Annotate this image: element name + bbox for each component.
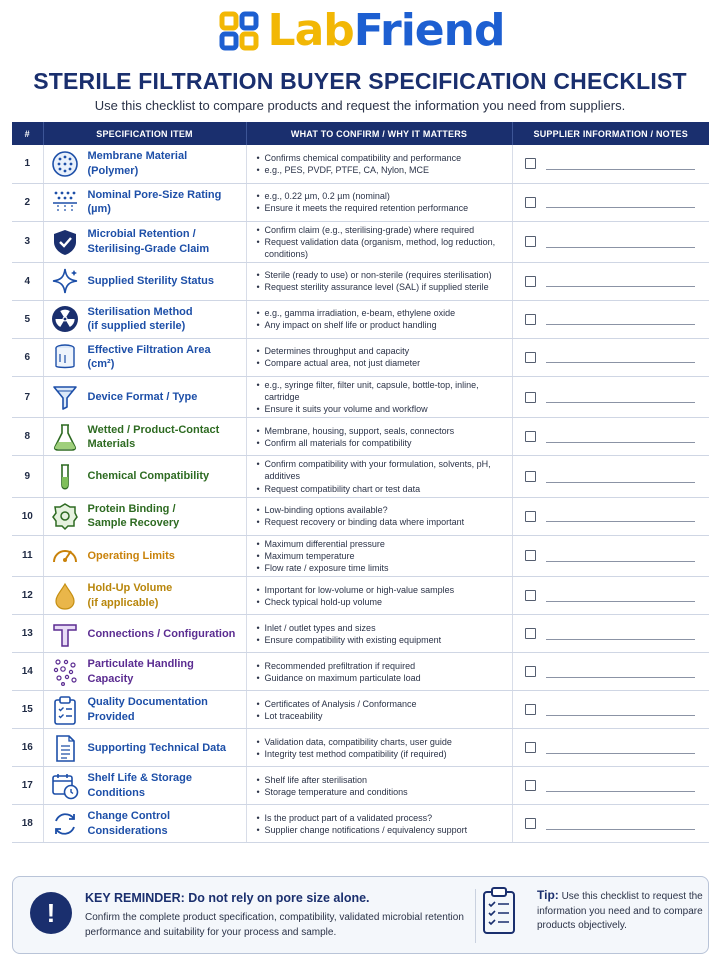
requirement-point: • Certificates of Analysis / Conformance xyxy=(257,698,506,710)
requirement-point: • e.g., syringe filter, filter unit, capsule, bottle-top, inline, cartridge xyxy=(257,379,506,403)
supplier-notes-cell xyxy=(512,497,709,535)
notes-write-line[interactable] xyxy=(546,590,696,602)
requirement-point: • e.g., gamma irradiation, e-beam, ethylene oxide xyxy=(257,307,506,319)
row-checkbox[interactable] xyxy=(525,471,536,482)
row-number: 4 xyxy=(12,262,43,300)
notes-write-line[interactable] xyxy=(546,236,696,248)
requirement-point: • Ensure compatibility with existing equipment xyxy=(257,634,506,646)
what-to-confirm xyxy=(246,338,512,376)
notes-write-line[interactable] xyxy=(546,471,696,483)
checklist-clipboard-icon xyxy=(479,885,519,937)
radiation-icon xyxy=(50,304,80,334)
particles-icon xyxy=(50,657,80,687)
row-number: 1 xyxy=(12,145,43,183)
specification-item xyxy=(43,300,246,338)
sparkle-icon xyxy=(50,266,80,296)
table-row xyxy=(12,221,709,262)
requirement-point: • Request compatibility chart or test data xyxy=(257,483,506,495)
notes-write-line[interactable] xyxy=(546,818,696,830)
column-header-notes: SUPPLIER INFORMATION / NOTES xyxy=(512,122,709,145)
row-checkbox[interactable] xyxy=(525,158,536,169)
reminder-body: Confirm the complete product specification, compatibility, validated microbial retention performance and suitability for your process and sample. xyxy=(85,912,464,938)
notes-write-line[interactable] xyxy=(546,196,696,208)
row-checkbox[interactable] xyxy=(525,704,536,715)
what-to-confirm xyxy=(246,456,512,497)
requirement-point: • Confirm all materials for compatibility xyxy=(257,437,506,449)
specification-item-label: Quality Documentation Provided xyxy=(87,696,208,723)
column-header-number: # xyxy=(12,122,43,145)
row-number: 15 xyxy=(12,691,43,729)
table-row xyxy=(12,577,709,615)
requirement-point: • Maximum differential pressure xyxy=(257,538,506,550)
specification-item-label: Sterilisation Method (if supplied sterile) xyxy=(87,306,193,333)
table-row xyxy=(12,300,709,338)
notes-write-line[interactable] xyxy=(546,431,696,443)
clipboard-icon xyxy=(50,695,80,725)
what-to-confirm xyxy=(246,145,512,183)
requirement-point: • e.g., PES, PVDF, PTFE, CA, Nylon, MCE xyxy=(257,164,506,176)
specification-item xyxy=(43,376,246,417)
specification-item xyxy=(43,418,246,456)
specification-item-label: Nominal Pore-Size Rating (µm) xyxy=(87,188,222,215)
row-number: 11 xyxy=(12,535,43,576)
specification-item-label: Effective Filtration Area (cm²) xyxy=(87,344,211,371)
tip-label: Tip: xyxy=(537,888,559,902)
row-number: 17 xyxy=(12,767,43,805)
table-header-row xyxy=(12,122,709,145)
row-number: 6 xyxy=(12,338,43,376)
specification-checklist-table xyxy=(12,122,709,843)
what-to-confirm xyxy=(246,183,512,221)
row-number: 5 xyxy=(12,300,43,338)
what-to-confirm xyxy=(246,691,512,729)
requirement-point: • Confirm compatibility with your formulation, solvents, pH, additives xyxy=(257,458,506,482)
row-checkbox[interactable] xyxy=(525,590,536,601)
what-to-confirm xyxy=(246,535,512,576)
specification-item-label: Change Control Considerations xyxy=(87,810,170,837)
notes-write-line[interactable] xyxy=(546,704,696,716)
membrane-icon xyxy=(50,149,80,179)
row-checkbox[interactable] xyxy=(525,276,536,287)
table-row xyxy=(12,145,709,183)
notes-write-line[interactable] xyxy=(546,351,696,363)
what-to-confirm xyxy=(246,376,512,417)
table-row xyxy=(12,535,709,576)
requirement-point: • Ensure it suits your volume and workflow xyxy=(257,403,506,415)
row-checkbox[interactable] xyxy=(525,352,536,363)
what-to-confirm xyxy=(246,653,512,691)
table-row xyxy=(12,653,709,691)
supplier-notes-cell xyxy=(512,805,709,843)
protein-icon xyxy=(50,501,80,531)
notes-write-line[interactable] xyxy=(546,666,696,678)
supplier-notes-cell xyxy=(512,535,709,576)
cycle-icon xyxy=(50,809,80,839)
specification-item xyxy=(43,805,246,843)
row-number: 9 xyxy=(12,456,43,497)
table-row xyxy=(12,729,709,767)
requirement-point: • Validation data, compatibility charts, user guide xyxy=(257,736,506,748)
row-checkbox[interactable] xyxy=(525,236,536,247)
gauge-icon xyxy=(50,541,80,571)
requirement-point: • Determines throughput and capacity xyxy=(257,345,506,357)
requirement-point: • Flow rate / exposure time limits xyxy=(257,562,506,574)
specification-item xyxy=(43,145,246,183)
what-to-confirm xyxy=(246,418,512,456)
exclamation-icon: ! xyxy=(30,892,72,934)
supplier-notes-cell xyxy=(512,615,709,653)
specification-item-label: Device Format / Type xyxy=(87,390,198,403)
test-tube-icon xyxy=(50,462,80,492)
what-to-confirm xyxy=(246,577,512,615)
specification-item-label: Supplied Sterility Status xyxy=(87,275,215,288)
pore-size-icon xyxy=(50,187,80,217)
specification-item-label: Membrane Material (Polymer) xyxy=(87,150,188,177)
requirement-point: • Maximum temperature xyxy=(257,550,506,562)
requirement-point: • Ensure it meets the required retention performance xyxy=(257,202,506,214)
logo-friend-text: Friend xyxy=(353,5,505,56)
requirement-point: • Lot traceability xyxy=(257,710,506,722)
what-to-confirm xyxy=(246,805,512,843)
requirement-point: • Recommended prefiltration if required xyxy=(257,660,506,672)
what-to-confirm xyxy=(246,300,512,338)
requirement-point: • Compare actual area, not just diameter xyxy=(257,357,506,369)
requirement-point: • Is the product part of a validated process? xyxy=(257,812,506,824)
requirement-point: • Supplier change notifications / equivalency support xyxy=(257,824,506,836)
supplier-notes-cell xyxy=(512,376,709,417)
logo-lab-text: Lab xyxy=(267,5,354,56)
row-number: 2 xyxy=(12,183,43,221)
specification-item xyxy=(43,262,246,300)
connector-icon xyxy=(50,619,80,649)
specification-item-label: Protein Binding / Sample Recovery xyxy=(87,502,180,530)
notes-write-line[interactable] xyxy=(546,550,696,562)
notes-write-line[interactable] xyxy=(546,391,696,403)
what-to-confirm xyxy=(246,262,512,300)
table-row xyxy=(12,338,709,376)
specification-item xyxy=(43,729,246,767)
specification-item xyxy=(43,577,246,615)
row-number: 14 xyxy=(12,653,43,691)
requirement-point: • Sterile (ready to use) or non-sterile (requires sterilisation) xyxy=(257,269,506,281)
table-row xyxy=(12,376,709,417)
what-to-confirm xyxy=(246,767,512,805)
notes-write-line[interactable] xyxy=(546,742,696,754)
specification-item xyxy=(43,221,246,262)
specification-item-label: Wetted / Product-Contact Materials xyxy=(87,423,220,450)
row-number: 8 xyxy=(12,418,43,456)
table-row xyxy=(12,418,709,456)
row-number: 7 xyxy=(12,376,43,417)
row-checkbox[interactable] xyxy=(525,666,536,677)
specification-item xyxy=(43,615,246,653)
tip-body: Use this checklist to request the information you need and to compare products objectively. xyxy=(537,891,703,931)
row-checkbox[interactable] xyxy=(525,197,536,208)
funnel-icon xyxy=(50,382,80,412)
specification-item xyxy=(43,691,246,729)
row-checkbox[interactable] xyxy=(525,780,536,791)
labfriend-logo xyxy=(0,4,720,58)
row-checkbox[interactable] xyxy=(525,511,536,522)
requirement-point: • Confirms chemical compatibility and performance xyxy=(257,152,506,164)
specification-item xyxy=(43,497,246,535)
specification-item xyxy=(43,767,246,805)
supplier-notes-cell xyxy=(512,767,709,805)
table-row xyxy=(12,805,709,843)
table-row xyxy=(12,691,709,729)
row-number: 18 xyxy=(12,805,43,843)
row-checkbox[interactable] xyxy=(525,818,536,829)
reminder-title: KEY REMINDER: Do not rely on pore size alone. xyxy=(85,891,370,905)
specification-item-label: Chemical Compatibility xyxy=(87,470,210,483)
supplier-notes-cell xyxy=(512,418,709,456)
row-checkbox[interactable] xyxy=(525,431,536,442)
reminder-divider xyxy=(475,889,476,943)
requirement-point: • Shelf life after sterilisation xyxy=(257,774,506,786)
page-subtitle: Use this checklist to compare products and request the information you need from suppliers. xyxy=(94,98,626,113)
column-header-why: WHAT TO CONFIRM / WHY IT MATTERS xyxy=(246,122,512,145)
requirement-point: • Check typical hold-up volume xyxy=(257,596,506,608)
specification-item xyxy=(43,338,246,376)
requirement-point: • Low-binding options available? xyxy=(257,504,506,516)
requirement-point: • Membrane, housing, support, seals, connectors xyxy=(257,425,506,437)
notes-write-line[interactable] xyxy=(546,313,696,325)
calendar-clock-icon xyxy=(50,771,80,801)
notes-write-line[interactable] xyxy=(546,780,696,792)
specification-item-label: Supporting Technical Data xyxy=(87,741,227,754)
requirement-point: • Important for low-volume or high-value samples xyxy=(257,584,506,596)
row-checkbox[interactable] xyxy=(525,392,536,403)
what-to-confirm xyxy=(246,221,512,262)
requirement-point: • Integrity test method compatibility (if required) xyxy=(257,748,506,760)
shield-check-icon xyxy=(50,227,80,257)
notes-write-line[interactable] xyxy=(546,628,696,640)
supplier-notes-cell xyxy=(512,691,709,729)
notes-write-line[interactable] xyxy=(546,275,696,287)
supplier-notes-cell xyxy=(512,729,709,767)
specification-item-label: Particulate Handling Capacity xyxy=(87,658,194,685)
droplet-icon xyxy=(50,581,80,611)
supplier-notes-cell xyxy=(512,221,709,262)
supplier-notes-cell xyxy=(512,183,709,221)
cylinder-icon xyxy=(50,342,80,372)
requirement-point: • Guidance on maximum particulate load xyxy=(257,672,506,684)
specification-item xyxy=(43,183,246,221)
specification-item xyxy=(43,653,246,691)
row-number: 13 xyxy=(12,615,43,653)
requirement-point: • Confirm claim (e.g., sterilising-grade) where required xyxy=(257,224,506,236)
supplier-notes-cell xyxy=(512,300,709,338)
specification-item-label: Shelf Life & Storage Conditions xyxy=(87,772,193,799)
row-number: 16 xyxy=(12,729,43,767)
supplier-notes-cell xyxy=(512,653,709,691)
notes-write-line[interactable] xyxy=(546,158,696,170)
document-icon xyxy=(50,733,80,763)
flask-icon xyxy=(50,422,80,452)
specification-item-label: Hold-Up Volume (if applicable) xyxy=(87,582,173,609)
row-number: 10 xyxy=(12,497,43,535)
row-number: 3 xyxy=(12,221,43,262)
row-checkbox[interactable] xyxy=(525,628,536,639)
key-reminder-box xyxy=(12,876,709,954)
row-number: 12 xyxy=(12,577,43,615)
table-row xyxy=(12,456,709,497)
table-row xyxy=(12,615,709,653)
supplier-notes-cell xyxy=(512,145,709,183)
specification-item-label: Connections / Configuration xyxy=(87,627,236,640)
specification-item-label: Microbial Retention / Sterilising-Grade Claim xyxy=(87,228,210,255)
requirement-point: • Inlet / outlet types and sizes xyxy=(257,622,506,634)
specification-item xyxy=(43,456,246,497)
requirement-point: • e.g., 0.22 µm, 0.2 µm (nominal) xyxy=(257,190,506,202)
supplier-notes-cell xyxy=(512,262,709,300)
table-row xyxy=(12,767,709,805)
supplier-notes-cell xyxy=(512,577,709,615)
supplier-notes-cell xyxy=(512,338,709,376)
row-checkbox[interactable] xyxy=(525,550,536,561)
supplier-notes-cell xyxy=(512,456,709,497)
specification-item-label: Operating Limits xyxy=(87,549,175,562)
notes-write-line[interactable] xyxy=(546,510,696,522)
specification-item xyxy=(43,535,246,576)
requirement-point: • Any impact on shelf life or product handling xyxy=(257,319,506,331)
table-row xyxy=(12,262,709,300)
requirement-point: • Request validation data (organism, method, log reduction, conditions) xyxy=(257,236,506,260)
what-to-confirm xyxy=(246,615,512,653)
row-checkbox[interactable] xyxy=(525,742,536,753)
logo-mark-icon xyxy=(216,8,262,54)
row-checkbox[interactable] xyxy=(525,314,536,325)
table-row xyxy=(12,183,709,221)
tip-text xyxy=(537,887,705,934)
requirement-point: • Storage temperature and conditions xyxy=(257,786,506,798)
requirement-point: • Request recovery or binding data where important xyxy=(257,516,506,528)
what-to-confirm xyxy=(246,497,512,535)
requirement-point: • Request sterility assurance level (SAL) if supplied sterile xyxy=(257,281,506,293)
column-header-item: SPECIFICATION ITEM xyxy=(43,122,246,145)
page-title: STERILE FILTRATION BUYER SPECIFICATION CHECKLIST xyxy=(33,68,687,94)
table-row xyxy=(12,497,709,535)
what-to-confirm xyxy=(246,729,512,767)
